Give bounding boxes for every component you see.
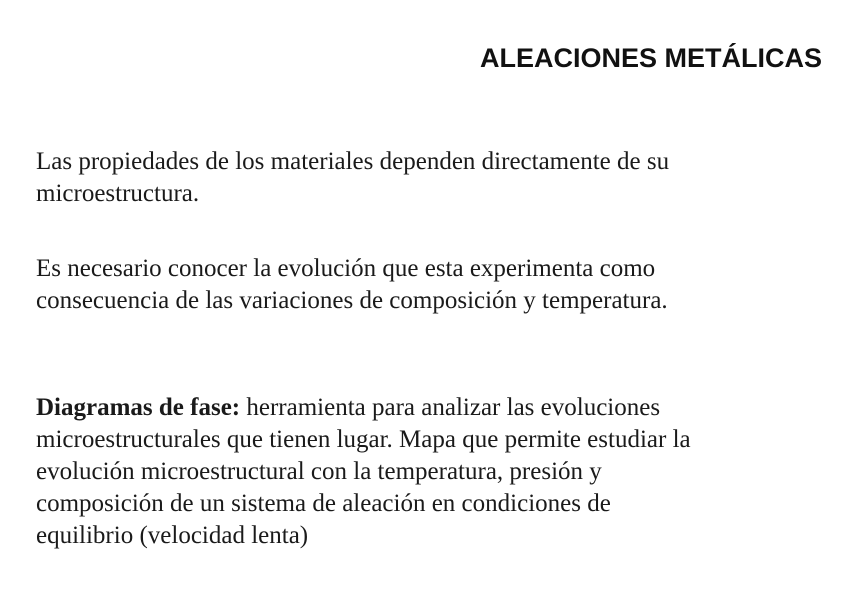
paragraph-line: consecuencia de las variaciones de composición y temperatura. — [36, 287, 668, 314]
paragraph-line: composición de un sistema de aleación en condiciones de — [36, 490, 611, 517]
paragraph-line: microestructura. — [36, 180, 200, 207]
paragraph-properties — [36, 146, 669, 210]
slide-title: ALEACIONES METÁLICAS — [479, 43, 822, 73]
paragraph-line: microestructurales que tienen lugar. Mapa que permite estudiar la — [36, 426, 691, 453]
paragraph-evolution — [36, 253, 668, 317]
paragraph-line: Es necesario conocer la evolución que esta experimenta como — [36, 255, 656, 282]
definition-text: herramienta para analizar las evoluciones — [240, 394, 661, 421]
paragraph-phase-diagrams — [36, 392, 691, 552]
paragraph-line: evolución microestructural con la temperatura, presión y — [36, 458, 602, 485]
paragraph-line: Las propiedades de los materiales dependen directamente de su — [36, 148, 670, 175]
paragraph-line: equilibrio (velocidad lenta) — [36, 522, 309, 549]
paragraph-line — [36, 392, 691, 424]
defined-term: Diagramas de fase: — [36, 394, 241, 421]
